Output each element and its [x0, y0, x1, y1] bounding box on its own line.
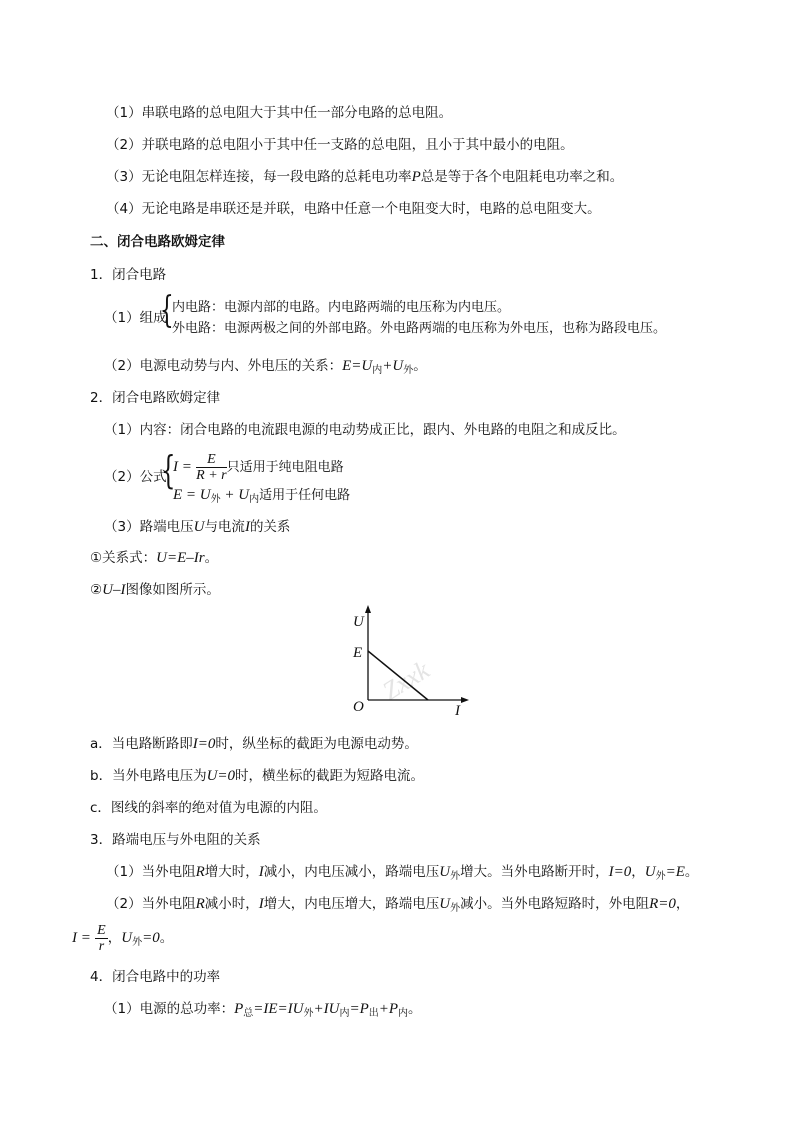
- subsection-title-1: 1．闭合电路: [90, 267, 167, 283]
- left-brace: {: [160, 290, 174, 331]
- inner-circuit-text: 内电路：电源内部的电路。内电路两端的电压称为内电压。: [172, 299, 511, 314]
- outer-circuit-text: 外电路：电源两极之间的外部电路。外电路两端的电压称为外电压，也称为路段电压。: [172, 320, 667, 335]
- note-a: a．当电路断路即I=0时，纵坐标的截距为电源电动势。: [90, 736, 418, 752]
- section-title: 二、闭合电路欧姆定律: [90, 234, 225, 250]
- y-axis-arrow: [365, 605, 371, 613]
- note-c: c．图线的斜率的绝对值为电源的内阻。: [90, 800, 327, 816]
- section3-line-2: （2）当外电阻R减小时，I增大，内电压增大，路端电压$U_外$减小。当外电路短路时，外电阻R=0，: [106, 896, 690, 914]
- subsection-title-2: 2．闭合电路欧姆定律: [90, 390, 221, 406]
- note-b: b．当外电路电压为U=0时，横坐标的截距为短路电流。: [90, 768, 425, 784]
- formula-brace: {: [161, 448, 176, 492]
- terminal-voltage-relation-title: （3）路端电压U与电流I的关系: [104, 519, 291, 535]
- subsection-title-3: 3．路端电压与外电阻的关系: [90, 832, 261, 848]
- list-item-2: （2）并联电路的总电阻小于其中任一支路的总电阻，且小于其中最小的电阻。: [106, 137, 574, 153]
- subsection-title-4: 4．闭合电路中的功率: [90, 969, 221, 985]
- section3-line-3: I = $\frac{E}{r}$ ，$U_外=0$。: [72, 922, 174, 954]
- relation-formula: ①关系式：U=E–Ir。: [90, 550, 219, 566]
- section3-line-1: （1）当外电阻R增大时，I减小，内电压减小，路端电压$U_外$增大。当外电路断开时，I=0，$U_外=E$。: [106, 864, 699, 882]
- list-item-4: （4）无论电路是串联还是并联，电路中任意一个电阻变大时，电路的总电阻变大。: [106, 201, 601, 217]
- x-axis-label: I: [455, 703, 460, 719]
- graph-caption: ②U–I图像如图所示。: [90, 582, 220, 598]
- formula-2: $E = U_外 + U_内$适用于任何电路: [173, 487, 351, 505]
- formula-1: I = $\frac{E}{R + r}$ 只适用于纯电阻电路: [173, 451, 344, 483]
- list-item-1: （1）串联电路的总电阻大于其中任一部分电路的总电阻。: [106, 105, 453, 121]
- composition-label: （1）组成: [104, 310, 167, 326]
- law-content: （1）内容：闭合电路的电流跟电源的电动势成正比，跟内、外电路的电阻之和成反比。: [104, 422, 626, 438]
- formula-label: （2）公式: [104, 469, 167, 485]
- y-axis-label: U: [353, 614, 364, 630]
- e-intercept-label: E: [353, 645, 363, 661]
- list-item-3: （3）无论电阻怎样连接，每一段电路的总耗电功率P总是等于各个电阻耗电功率之和。: [106, 169, 624, 185]
- fraction-e-over-rplusr: $\frac{E}{R + r}$: [196, 451, 227, 483]
- fraction-e-over-r: $\frac{E}{r}$: [97, 922, 106, 954]
- total-power: （1）电源的总功率：$P_总=IE=IU_外+IU_内=P_出+P_内$。: [104, 1001, 422, 1019]
- ui-graph: [345, 604, 480, 719]
- emf-relation: （2）电源电动势与内、外电压的关系：$E=U_内+U_外$。: [104, 358, 427, 376]
- watermark: Zxxk: [377, 655, 435, 706]
- x-axis-arrow: [461, 697, 469, 703]
- origin-label: O: [353, 699, 364, 715]
